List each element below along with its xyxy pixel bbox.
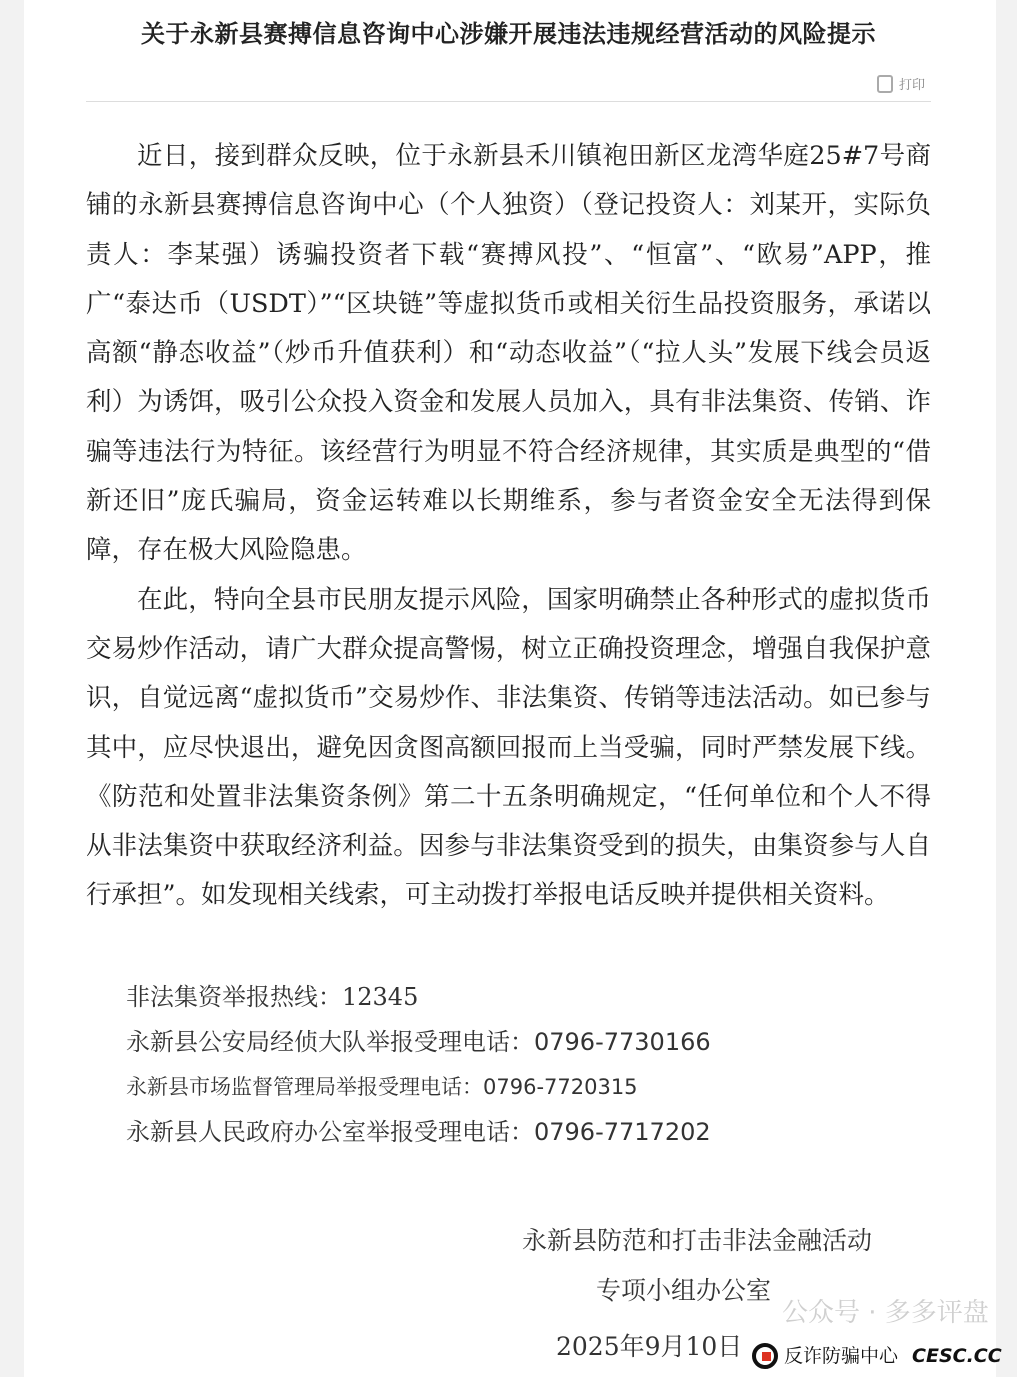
logo-icon bbox=[752, 1343, 778, 1369]
print-button[interactable] bbox=[877, 74, 925, 93]
divider bbox=[86, 101, 931, 102]
signature-date: 2025年9月10日 bbox=[556, 1332, 743, 1361]
hotline-list bbox=[126, 975, 711, 1155]
article-body bbox=[86, 132, 931, 921]
hotline-item: 非法集资举报热线：12345 bbox=[126, 983, 419, 1011]
hotline-item: 永新县市场监督管理局举报受理电话：0796-7720315 bbox=[126, 1075, 638, 1099]
watermark: 公众号 · 多多评盘 bbox=[782, 1298, 989, 1328]
signature-org: 永新县防范和打击非法金融活动 bbox=[522, 1226, 873, 1255]
print-label: 打印 bbox=[899, 78, 926, 93]
paragraph: 在此，特向全县市民朋友提示风险，国家明确禁止各种形式的虚拟货币交易炒作活动，请广大群众提高警惕，树立正确投资理念，增强自我保护意识，自觉远离“虚拟货币”交易炒作、非法集资、传销等违法活动。如已参与其中，应尽快退出，避免因贪图高额回报而上当受骗，同时严禁发展下线。《防范和处置非法集资条例》第二十五条明确规定，“任何单位和个人不得从非法集资中获取经济利益。因参与非法集资受到的损失，由集资参与人自行承担”。如发现相关线索，可主动拨打举报电话反映并提供相关资料。 bbox=[86, 584, 931, 911]
paragraph: 近日，接到群众反映，位于永新县禾川镇袍田新区龙湾华庭25#7号商铺的永新县赛搏信息咨询中心（个人独资）（登记投资人：刘某开，实际负责人：李某强）诱骗投资者下载“赛搏风投”、“恒富”、“欧易”APP，推广“泰达币（USDT）”“区块链”等虚拟货币或相关衍生品投资服务，承诺以高额“静态收益”（炒币升值获利）和“动态收益”（“拉人头”发展下线会员返利）为诱饵，吸引公众投入资金和发展人员加入，具有非法集资、传销、诈骗等违法行为特征。该经营行为明显不符合经济规律，其实质是典型的“借新还旧”庞氏骗局，资金运转难以长期维系，参与者资金安全无法得到保障，存在极大风险隐患。 bbox=[86, 141, 931, 566]
page-title: 关于永新县赛搏信息咨询中心涉嫌开展违法违规经营活动的风险提示 bbox=[141, 20, 876, 48]
logo-name: 反诈防骗中心 bbox=[784, 1345, 899, 1367]
logo bbox=[752, 1343, 1002, 1369]
hotline-item: 永新县公安局经侦大队举报受理电话：0796-7730166 bbox=[126, 1028, 711, 1056]
hotline-item: 永新县人民政府办公室举报受理电话：0796-7717202 bbox=[126, 1118, 711, 1146]
signature-office: 专项小组办公室 bbox=[596, 1276, 772, 1305]
printer-icon bbox=[877, 75, 893, 93]
logo-domain: CESC.CC bbox=[912, 1345, 1002, 1367]
